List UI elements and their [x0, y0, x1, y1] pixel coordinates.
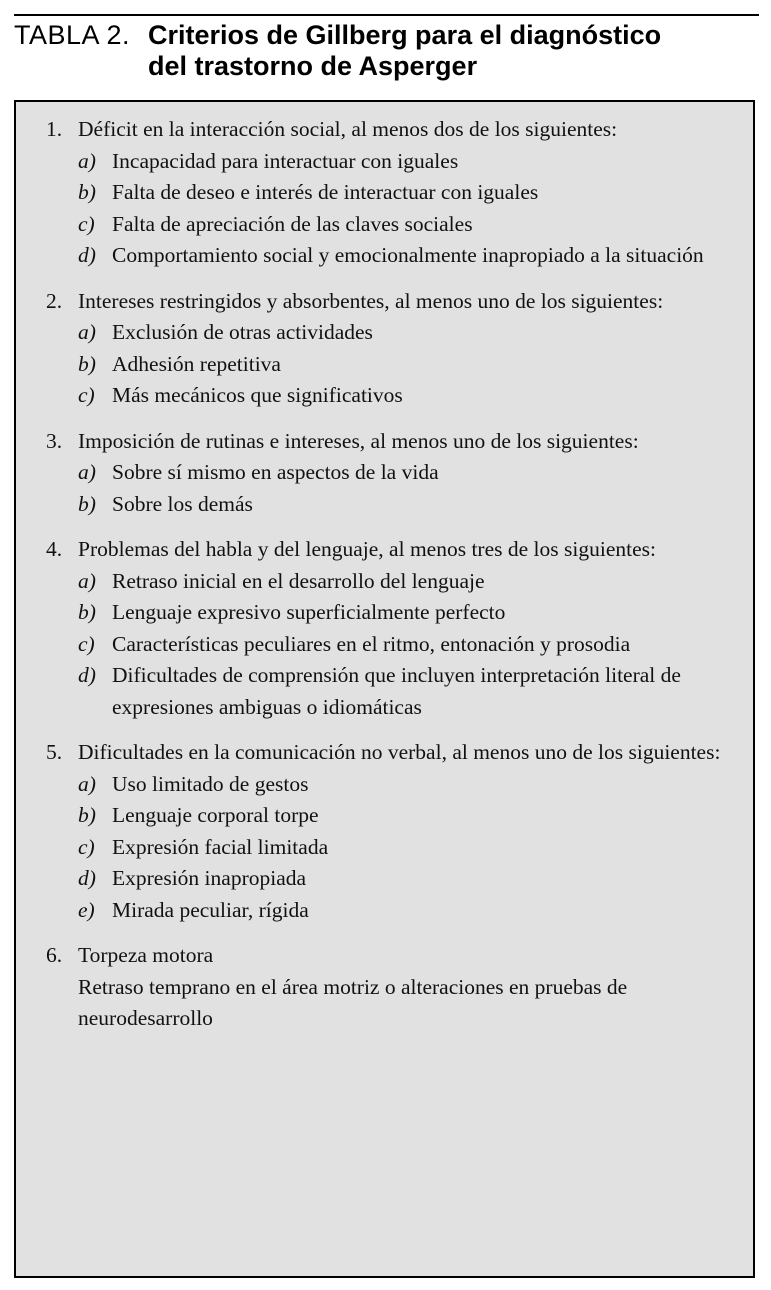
- sub-criterion-text: Uso limitado de gestos: [112, 771, 309, 796]
- sub-criterion-letter: e): [78, 897, 95, 922]
- criterion-number: 5.: [46, 740, 63, 764]
- sub-criterion: [78, 240, 727, 272]
- sub-criterion: [78, 349, 727, 381]
- sub-criterion-text: Exclusión de otras actividades: [112, 320, 373, 344]
- criterion-number: 4.: [46, 537, 63, 561]
- criterion-heading: Torpeza motora: [78, 943, 214, 967]
- sub-criterion-letter: b): [78, 600, 96, 624]
- sub-criterion: [78, 489, 727, 521]
- sub-criterion-text: Expresión facial limitada: [112, 834, 329, 859]
- sub-criterion: [78, 660, 727, 723]
- criterion-item: [16, 940, 753, 1035]
- sub-criterion-text: Dificultades de comprensión que incluyen interpretación literal de expresiones ambiguas o idiomáticas: [112, 663, 681, 719]
- sub-criterion-letter: a): [78, 568, 96, 593]
- criteria-box: [14, 100, 755, 1278]
- criterion-item: [16, 426, 753, 521]
- sub-criterion-text: Adhesión repetitiva: [112, 351, 281, 376]
- sub-criterion-letter: c): [78, 211, 95, 236]
- criterion-item: [16, 114, 753, 272]
- sub-criterion-letter: d): [78, 663, 96, 687]
- sub-criterion-text: Falta de apreciación de las claves sociales: [112, 211, 473, 236]
- sub-criterion: [78, 597, 727, 629]
- sub-criterion-text: Retraso inicial en el desarrollo del lenguaje: [112, 568, 485, 593]
- top-rule: [14, 14, 759, 16]
- sub-criterion-text: Más mecánicos que significativos: [112, 383, 403, 407]
- criterion-detail: Retraso temprano en el área motriz o alteraciones en pruebas de neurodesarrollo: [78, 974, 628, 1030]
- sub-criterion-letter: b): [78, 351, 96, 376]
- sub-criterion: [78, 457, 727, 489]
- sub-criterion: [78, 832, 727, 864]
- criterion-heading: Problemas del habla y del lenguaje, al menos tres de los siguientes:: [78, 537, 656, 561]
- criterion-number: 6.: [46, 943, 63, 967]
- sub-criterion: [78, 209, 727, 241]
- criterion-number: 1.: [46, 117, 63, 141]
- sub-criterion-letter: c): [78, 383, 95, 407]
- sub-criterion: [78, 629, 727, 661]
- sub-criterion-letter: a): [78, 320, 96, 344]
- sub-criterion: [78, 895, 727, 927]
- table-title: [148, 20, 661, 82]
- sub-criterion-letter: a): [78, 148, 96, 173]
- sub-criterion: [78, 800, 727, 832]
- sub-criterion-letter: a): [78, 460, 96, 484]
- sub-criterion: [78, 146, 727, 178]
- sub-criterion-text: Falta de deseo e interés de interactuar con iguales: [112, 180, 539, 204]
- sub-criterion: [78, 863, 727, 895]
- sub-criterion-text: Comportamiento social y emocionalmente inapropiado a la situación: [112, 243, 704, 267]
- sub-criterion-letter: b): [78, 803, 96, 827]
- sub-criterion-letter: d): [78, 243, 96, 267]
- sub-criterion-text: Expresión inapropiada: [112, 866, 307, 890]
- sub-criterion-letter: a): [78, 771, 96, 796]
- criterion-number: 2.: [46, 288, 63, 313]
- sub-criterion: [78, 566, 727, 598]
- table-label: TABLA 2.: [14, 20, 131, 50]
- criterion-item: [16, 737, 753, 926]
- table-title-line-2: del trastorno de Asperger: [148, 51, 478, 81]
- criteria-list: [16, 114, 753, 1049]
- criterion-heading: Dificultades en la comunicación no verbal, al menos uno de los siguientes:: [78, 740, 721, 764]
- sub-criterion-text: Mirada peculiar, rígida: [112, 897, 309, 922]
- criterion-item: [16, 534, 753, 723]
- sub-criterion-text: Incapacidad para interactuar con iguales: [112, 148, 459, 173]
- criterion-heading: Déficit en la interacción social, al menos dos de los siguientes:: [78, 117, 618, 141]
- sub-criterion-letter: c): [78, 834, 95, 859]
- sub-criterion-text: Características peculiares en el ritmo, entonación y prosodia: [112, 631, 631, 656]
- criterion-heading: Imposición de rutinas e intereses, al menos uno de los siguientes:: [78, 428, 639, 453]
- sub-criterion-letter: c): [78, 631, 95, 656]
- sub-criterion: [78, 380, 727, 412]
- criterion-number: 3.: [46, 428, 63, 453]
- table-title-line-1: Criterios de Gillberg para el diagnóstico: [148, 20, 662, 50]
- sub-criterion: [78, 177, 727, 209]
- sub-criterion-text: Sobre los demás: [112, 491, 253, 516]
- sub-criterion-letter: d): [78, 866, 96, 890]
- sub-criterion-text: Lenguaje corporal torpe: [112, 803, 319, 827]
- sub-criterion-text: Sobre sí mismo en aspectos de la vida: [112, 460, 439, 484]
- sub-criterion-letter: b): [78, 180, 96, 204]
- sub-criterion: [78, 769, 727, 801]
- criterion-item: [16, 286, 753, 412]
- criterion-heading: Intereses restringidos y absorbentes, al menos uno de los siguientes:: [78, 288, 664, 313]
- sub-criterion-letter: b): [78, 491, 96, 516]
- sub-criterion-text: Lenguaje expresivo superficialmente perfecto: [112, 600, 506, 624]
- sub-criterion: [78, 317, 727, 349]
